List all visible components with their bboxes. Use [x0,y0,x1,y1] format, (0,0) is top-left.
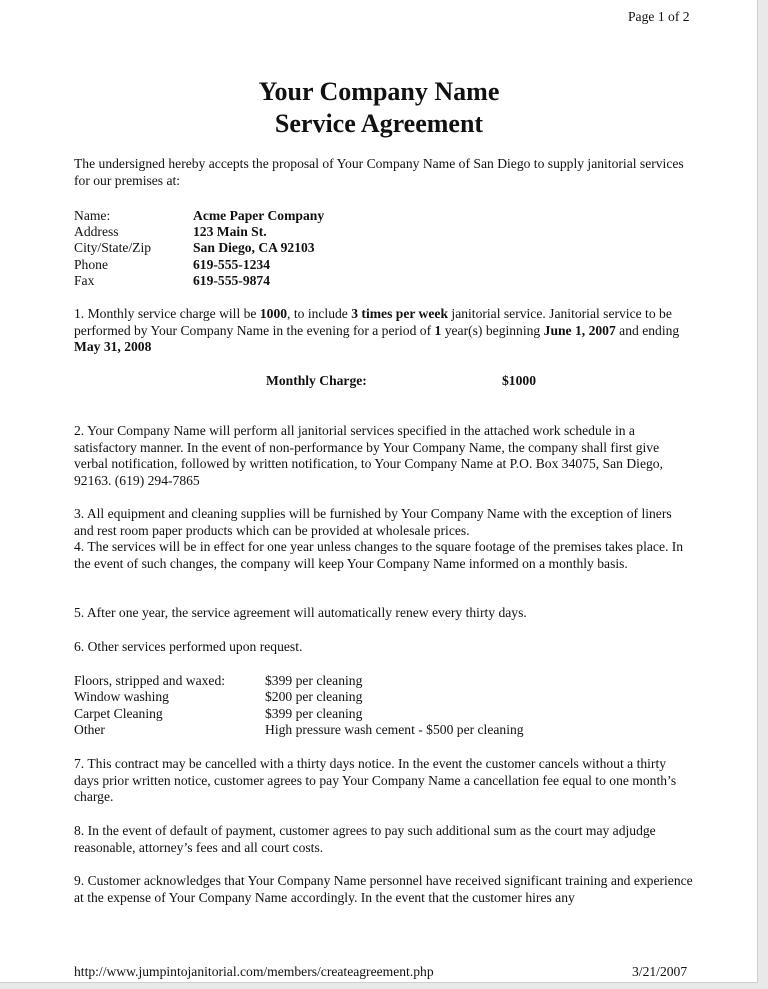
company-title: Your Company Name [258,77,500,106]
service-name: Window washing [74,689,169,704]
address-label: Address [74,224,119,239]
service-charge-amount: 1000 [259,306,288,321]
fax-value: 619-555-9874 [193,273,271,288]
document-title: Service Agreement [274,109,484,138]
monthly-charge-label: Monthly Charge: [266,373,367,388]
service-name: Floors, stripped and waxed: [74,673,226,688]
service-price: High pressure wash cement - $500 per cleaning [265,722,524,737]
city-label: City/State/Zip [74,240,152,255]
clause-2: 2. Your Company Name will perform all janitorial services specified in the attached work schedule in a satisfactory manner. In the event of non-performance by Your Company Name, the company shall first give verbal notification, followed by written notification, to Your Company Name at P.O. Box 34075, San Diego, 92163. (619) 294-7865 [74,423,663,488]
clause-5: 5. After one year, the service agreement will automatically renew every thirty days. [74,605,527,620]
clause-4: 4. The services will be in effect for one year unless changes to the square footage of the premises takes place. In the event of such changes, the company will keep Your Company Name informed on a monthly basis. [74,539,684,571]
footer-url: http://www.jumpintojanitorial.com/members/createagreement.php [74,964,434,979]
address-value: 123 Main St. [193,224,267,239]
service-name: Carpet Cleaning [74,706,163,721]
clause-3: 3. All equipment and cleaning supplies will be furnished by Your Company Name with the exception of liners and rest room paper products which can be provided at wholesale prices. [74,506,672,538]
intro-paragraph: The undersigned hereby accepts the proposal of Your Company Name of San Diego to supply janitorial services for our premises at: [74,156,684,188]
clause-6: 6. Other services performed upon request. [74,639,303,654]
fax-label: Fax [74,273,95,288]
name-value: Acme Paper Company [193,208,325,223]
phone-label: Phone [74,257,108,272]
service-frequency: 3 times per week [351,306,449,321]
footer-date: 3/21/2007 [632,964,688,979]
service-price: $399 per cleaning [265,706,363,721]
phone-value: 619-555-1234 [193,257,271,272]
service-price: $399 per cleaning [265,673,363,688]
city-value: San Diego, CA 92103 [193,240,315,255]
name-label: Name: [74,208,111,223]
clause-7: 7. This contract may be cancelled with a thirty days notice. In the event the customer cancels without a thirty days prior written notice, customer agrees to pay Your Company Name a cancellation fee equal to one month’s charge. [74,756,677,805]
end-date: May 31, 2008 [74,339,152,355]
start-date: June 1, 2007 [543,322,616,338]
service-years: 1 [434,322,442,338]
service-name: Other [74,722,105,737]
clause-1: 1. Monthly service charge will be 1000, to include 3 times per week janitorial service. Janitorial service to be performed by Your Company Name in the evening for a period of 1 year(s) beginning June 1, 2007 and ending May 31, 2008 [74,306,680,355]
service-price: $200 per cleaning [265,689,363,704]
clause-8: 8. In the event of default of payment, customer agrees to pay such additional sum as the court may adjudge reasonable, attorney’s fees and all court costs. [74,823,656,855]
clause-9: 9. Customer acknowledges that Your Company Name personnel have received significant training and experience at the expense of Your Company Name accordingly. In the event that the customer hires any [74,873,693,905]
monthly-charge-value: $1000 [502,373,536,388]
page-number: Page 1 of 2 [628,9,690,24]
